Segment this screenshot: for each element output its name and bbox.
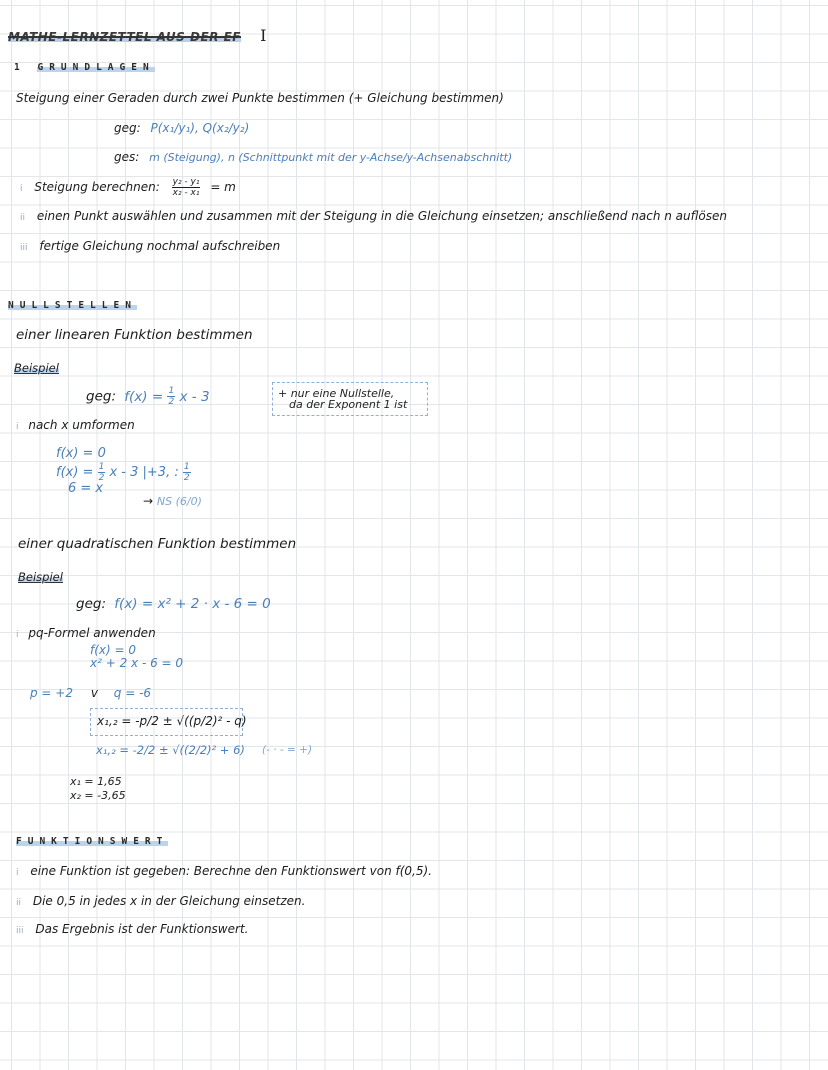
root-value: x₁ = 1,65 [70, 775, 122, 788]
geg-value: P(x₁/y₁), Q(x₂/y₂) [150, 121, 250, 135]
zero-point: NS (6/0) [156, 495, 202, 508]
step-number: i [16, 630, 19, 640]
ges-line [114, 150, 512, 164]
pq-values [30, 686, 151, 700]
sign-hint: (- · - = +) [262, 744, 313, 756]
slope-result: = m [210, 180, 236, 194]
geg-line [114, 121, 249, 135]
calc-rest: x - 3 |+3, : [109, 465, 179, 480]
funktionswert-step-3 [16, 922, 248, 936]
grundlagen-step-1 [20, 177, 236, 198]
funktionswert-step-2 [16, 894, 305, 908]
geg-label: geg: [76, 596, 106, 612]
geg-label: geg: [86, 388, 116, 405]
quadratic-function: f(x) = x² + 2 · x - 6 = 0 [114, 596, 271, 612]
fraction-numerator: 1 [98, 462, 105, 472]
linear-calc-line-3: 6 = x [68, 481, 104, 496]
title-numeral: I [260, 26, 267, 45]
step-number: i [16, 422, 19, 432]
step-text: Steigung berechnen: [34, 180, 160, 194]
grundlagen-step-2 [20, 209, 727, 223]
note-line-1: + nur eine Nullstelle, [278, 387, 395, 400]
q-value: q = -6 [113, 686, 152, 700]
linear-beispiel [14, 357, 59, 376]
calc-lhs: f(x) = [56, 465, 94, 480]
quadratic-intro: einer quadratischen Funktion bestimmen [18, 536, 297, 552]
linear-intro: einer linearen Funktion bestimmen [16, 327, 253, 343]
step-text: nach x umformen [28, 418, 135, 432]
step-number: i [20, 184, 23, 194]
p-value: p = +2 [30, 686, 73, 700]
quad-calc-line-1: f(x) = 0 [90, 643, 137, 657]
slope-fraction [172, 177, 201, 198]
calc-fraction [98, 462, 106, 483]
linear-result [143, 494, 202, 508]
beispiel-label: Beispiel [18, 570, 63, 584]
ges-label: ges: [114, 150, 140, 164]
section-heading-funktionswert [16, 836, 168, 847]
section-heading-text: GRUNDLAGEN [37, 62, 155, 73]
section-number: 1 [14, 62, 26, 73]
fraction-denominator: 2 [183, 473, 190, 483]
linear-step-1 [16, 418, 135, 432]
step-number: i [16, 868, 19, 878]
pq-formula-box [90, 708, 247, 736]
step-number: iii [16, 926, 24, 936]
step-text: fertige Gleichung nochmal aufschreiben [39, 239, 281, 253]
section-heading-grundlagen [14, 62, 155, 73]
step-number: ii [16, 898, 22, 908]
root-x1 [70, 775, 122, 788]
step-number: iii [20, 243, 28, 253]
section-heading-text: FUNKTIONSWERT [16, 836, 169, 847]
beispiel-label: Beispiel [14, 361, 59, 375]
root-value: x₂ = -3,65 [70, 789, 126, 802]
slope-numerator: y₂ - y₁ [172, 177, 200, 187]
fraction-denominator: 2 [98, 473, 105, 483]
quadratic-geg-line [76, 596, 271, 612]
geg-label: geg: [114, 121, 141, 135]
linear-geg-line [86, 386, 210, 407]
section-heading-nullstellen [8, 300, 137, 311]
linear-calc-line-1: f(x) = 0 [56, 446, 106, 461]
step-text: Das Ergebnis ist der Funktionswert. [35, 922, 249, 936]
grundlagen-step-3 [20, 239, 280, 253]
quad-calc-line-2: x² + 2 x - 6 = 0 [90, 656, 184, 670]
fraction-denominator: 2 [168, 397, 175, 407]
step-text: pq-Formel anwenden [28, 626, 156, 640]
fraction-numerator: 1 [183, 462, 190, 472]
arrow-right-icon: → [143, 494, 154, 508]
note-box [272, 382, 428, 416]
linear-calc-line-2 [56, 462, 191, 483]
calc-fraction-2 [183, 462, 191, 483]
pq-inserted: x₁,₂ = -2/2 ± √((2/2)² + 6) [96, 743, 245, 757]
step-text: Die 0,5 in jedes x in der Gleichung einsetzen. [32, 894, 306, 908]
quadratic-step-1 [16, 626, 156, 640]
ges-value: m (Steigung), n (Schnittpunkt mit der y-Achse/y-Achsenabschnitt) [149, 151, 513, 164]
linear-function [124, 386, 210, 407]
step-text: eine Funktion ist gegeben: Berechne den Funktionswert von f(0,5). [30, 864, 432, 878]
fraction-numerator: 1 [168, 386, 175, 396]
section-heading-text: NULLSTELLEN [8, 300, 137, 311]
grundlagen-intro: Steigung einer Geraden durch zwei Punkte bestimmen (+ Gleichung bestimmen) [16, 91, 504, 105]
slope-denominator: x₂ - x₁ [172, 188, 200, 198]
step-number: ii [20, 213, 26, 223]
step-text: einen Punkt auswählen und zusammen mit der Steigung in die Gleichung einsetzen; anschließend nach n auflösen [36, 209, 727, 223]
function-rest: x - 3 [179, 388, 210, 405]
note-line-2: da der Exponent 1 ist [289, 398, 408, 411]
page-title-block [8, 26, 266, 45]
pq-formula: x₁,₂ = -p/2 ± √((p/2)² - q) [97, 714, 247, 728]
and-symbol: v [90, 686, 98, 700]
coefficient-fraction [167, 386, 175, 407]
page-title: MATHE-LERNZETTEL AUS DER EF [8, 30, 241, 44]
function-lhs: f(x) = [124, 388, 164, 405]
quadratic-beispiel [18, 566, 63, 585]
root-x2 [70, 789, 126, 802]
funktionswert-step-1 [16, 864, 432, 878]
